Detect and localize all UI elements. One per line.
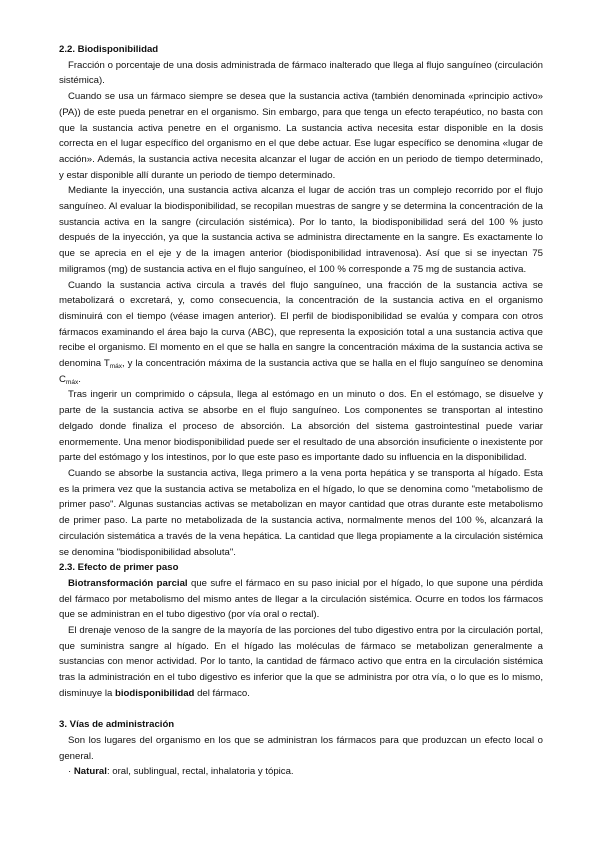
paragraph — [59, 278, 543, 388]
paragraph — [59, 576, 543, 623]
text-run: . — [78, 373, 81, 385]
subscript-max: máx — [65, 378, 79, 386]
bold-term: biodisponibilidad — [115, 687, 195, 699]
text-run: , y la concentración máxima de la sustancia activa que se halla en el flujo sanguíneo se denomina C — [59, 358, 544, 385]
document-body — [59, 42, 543, 780]
bold-term: Biotransformación parcial — [68, 577, 188, 589]
spacer — [59, 702, 543, 718]
paragraph: Son los lugares del organismo en los que se administran los fármacos para que produzcan un efecto local o general. — [59, 734, 543, 762]
text-run: del fármaco. — [194, 687, 250, 699]
paragraph: Fracción o porcentaje de una dosis administrada de fármaco inalterado que llega al flujo sanguíneo (circulación sistémica). — [59, 59, 543, 87]
text-run: Cuando la sustancia activa circula a través del flujo sanguíneo, una fracción de la sustancia activa se metabolizará o excretará, y, como consecuencia, la concentración de la sustancia activa en el organismo disminuirá con el tiempo (véase imagen anterior). El perfil de biodisponibilidad se evalúa y compara con otros fármacos examinando el área bajo la curva (ABC), que representa la exposición total a una sustancia activa que recibe el organismo. El momento en el que se halla en sangre la concentración máxima de la sustancia activa se denomina T — [59, 279, 543, 370]
subscript-max: máx — [109, 363, 123, 371]
section-heading-biodisponibilidad: 2.2. Biodisponibilidad — [59, 44, 159, 55]
paragraph: Tras ingerir un comprimido o cápsula, llega al estómago en un minuto o dos. En el estómago, se disuelve y parte de la sustancia activa se absorbe en el flujo sanguíneo. Los componentes se transportan al intestino delgado donde finaliza el proceso de absorción. La absorción del sistema gastrointestinal puede variar enormemente. Una menor biodisponibilidad puede ser el resultado de una absorción insuficiente o inexistente por parte del estómago y los intestinos, por lo que este paso es importante dado su influencia en la disponibilidad. — [59, 389, 543, 464]
bullet: · — [68, 766, 74, 778]
section-heading-vias-administracion: 3. Vías de administración — [59, 719, 175, 731]
section-heading-efecto-primer-paso: 2.3. Efecto de primer paso — [59, 562, 179, 574]
text-run: que sufre el fármaco en su paso inicial por el hígado, lo que supone una pérdida del fármaco por metabolismo del mismo antes de llegar a la circulación sistémica. Ocurre en todos los fármacos que se administran en el tubo digestivo (por vía oral o rectal). — [59, 577, 543, 621]
paragraph — [59, 623, 543, 702]
paragraph: Cuando se usa un fármaco siempre se desea que la sustancia activa (también denominada «principio activo» (PA)) de este pueda penetrar en el organismo. Sin embargo, para que tenga un efecto terapéutico, no basta con que la sustancia activa penetre en el organismo. La sustancia activa necesita estar disponible en la dosis correcta en el lugar específico del organismo en el que debe actuar. Ese lugar específico se denomina «lugar de acción». Además, la sustancia activa necesita alcanzar el lugar de acción en un periodo de tiempo determinado, y estar disponible allí durante un periodo de tiempo determinado. — [59, 91, 543, 181]
paragraph: Cuando se absorbe la sustancia activa, llega primero a la vena porta hepática y se transporta al hígado. Esta es la primera vez que la sustancia activa se metaboliza en el hígado, lo que se denomina como "metabolismo de primer paso". Algunas sustancias activas se metabolizan en mayor cantidad que otras durante este metabolismo de primer paso. La parte no metabolizada de la sustancia activa, normalmente menos del 100 %, alcanzará la circulación sistemática a través de la vena hepática. La cantidad que llega propiamente a la circulación sistémica se denomina "biodisponibilidad absoluta". — [59, 467, 543, 558]
text-run: : oral, sublingual, rectal, inhalatoria y tópica. — [106, 766, 294, 778]
text-run: El drenaje venoso de la sangre de la mayoría de las porciones del tubo digestivo entra por la circulación portal, que suministra sangre al hígado. En el hígado las moléculas de fármaco se metabolizan generalmente a sustancias con menor actividad. Por lo tanto, la cantidad de fármaco activo que entra en la circulación sistémica tras la administración en el tubo digestivo es inferior que la que se administra por otra vía, o lo que es lo mismo, disminuye la — [59, 625, 543, 699]
bold-term: Natural — [73, 766, 107, 778]
paragraph: Mediante la inyección, una sustancia activa alcanza el lugar de acción tras un complejo recorrido por el flujo sanguíneo. Al evaluar la biodisponibilidad, se recopilan muestras de sangre y se determina la concentración de la sustancia activa en la sangre (circulación sistémica). Por lo tanto, la biodisponibilidad será del 100 % justo después de la inyección, ya que la sustancia activa se administra directamente en la sangre. Es exactamente lo que se aprecia en el eje y de la imagen anterior (biodisponibilidad intravenosa). Así que si se inyectan 75 miligramos (mg) de sustancia activa en el flujo sanguíneo, el 100 % corresponde a 75 mg de sustancia activa. — [59, 185, 543, 275]
list-item — [59, 764, 543, 780]
